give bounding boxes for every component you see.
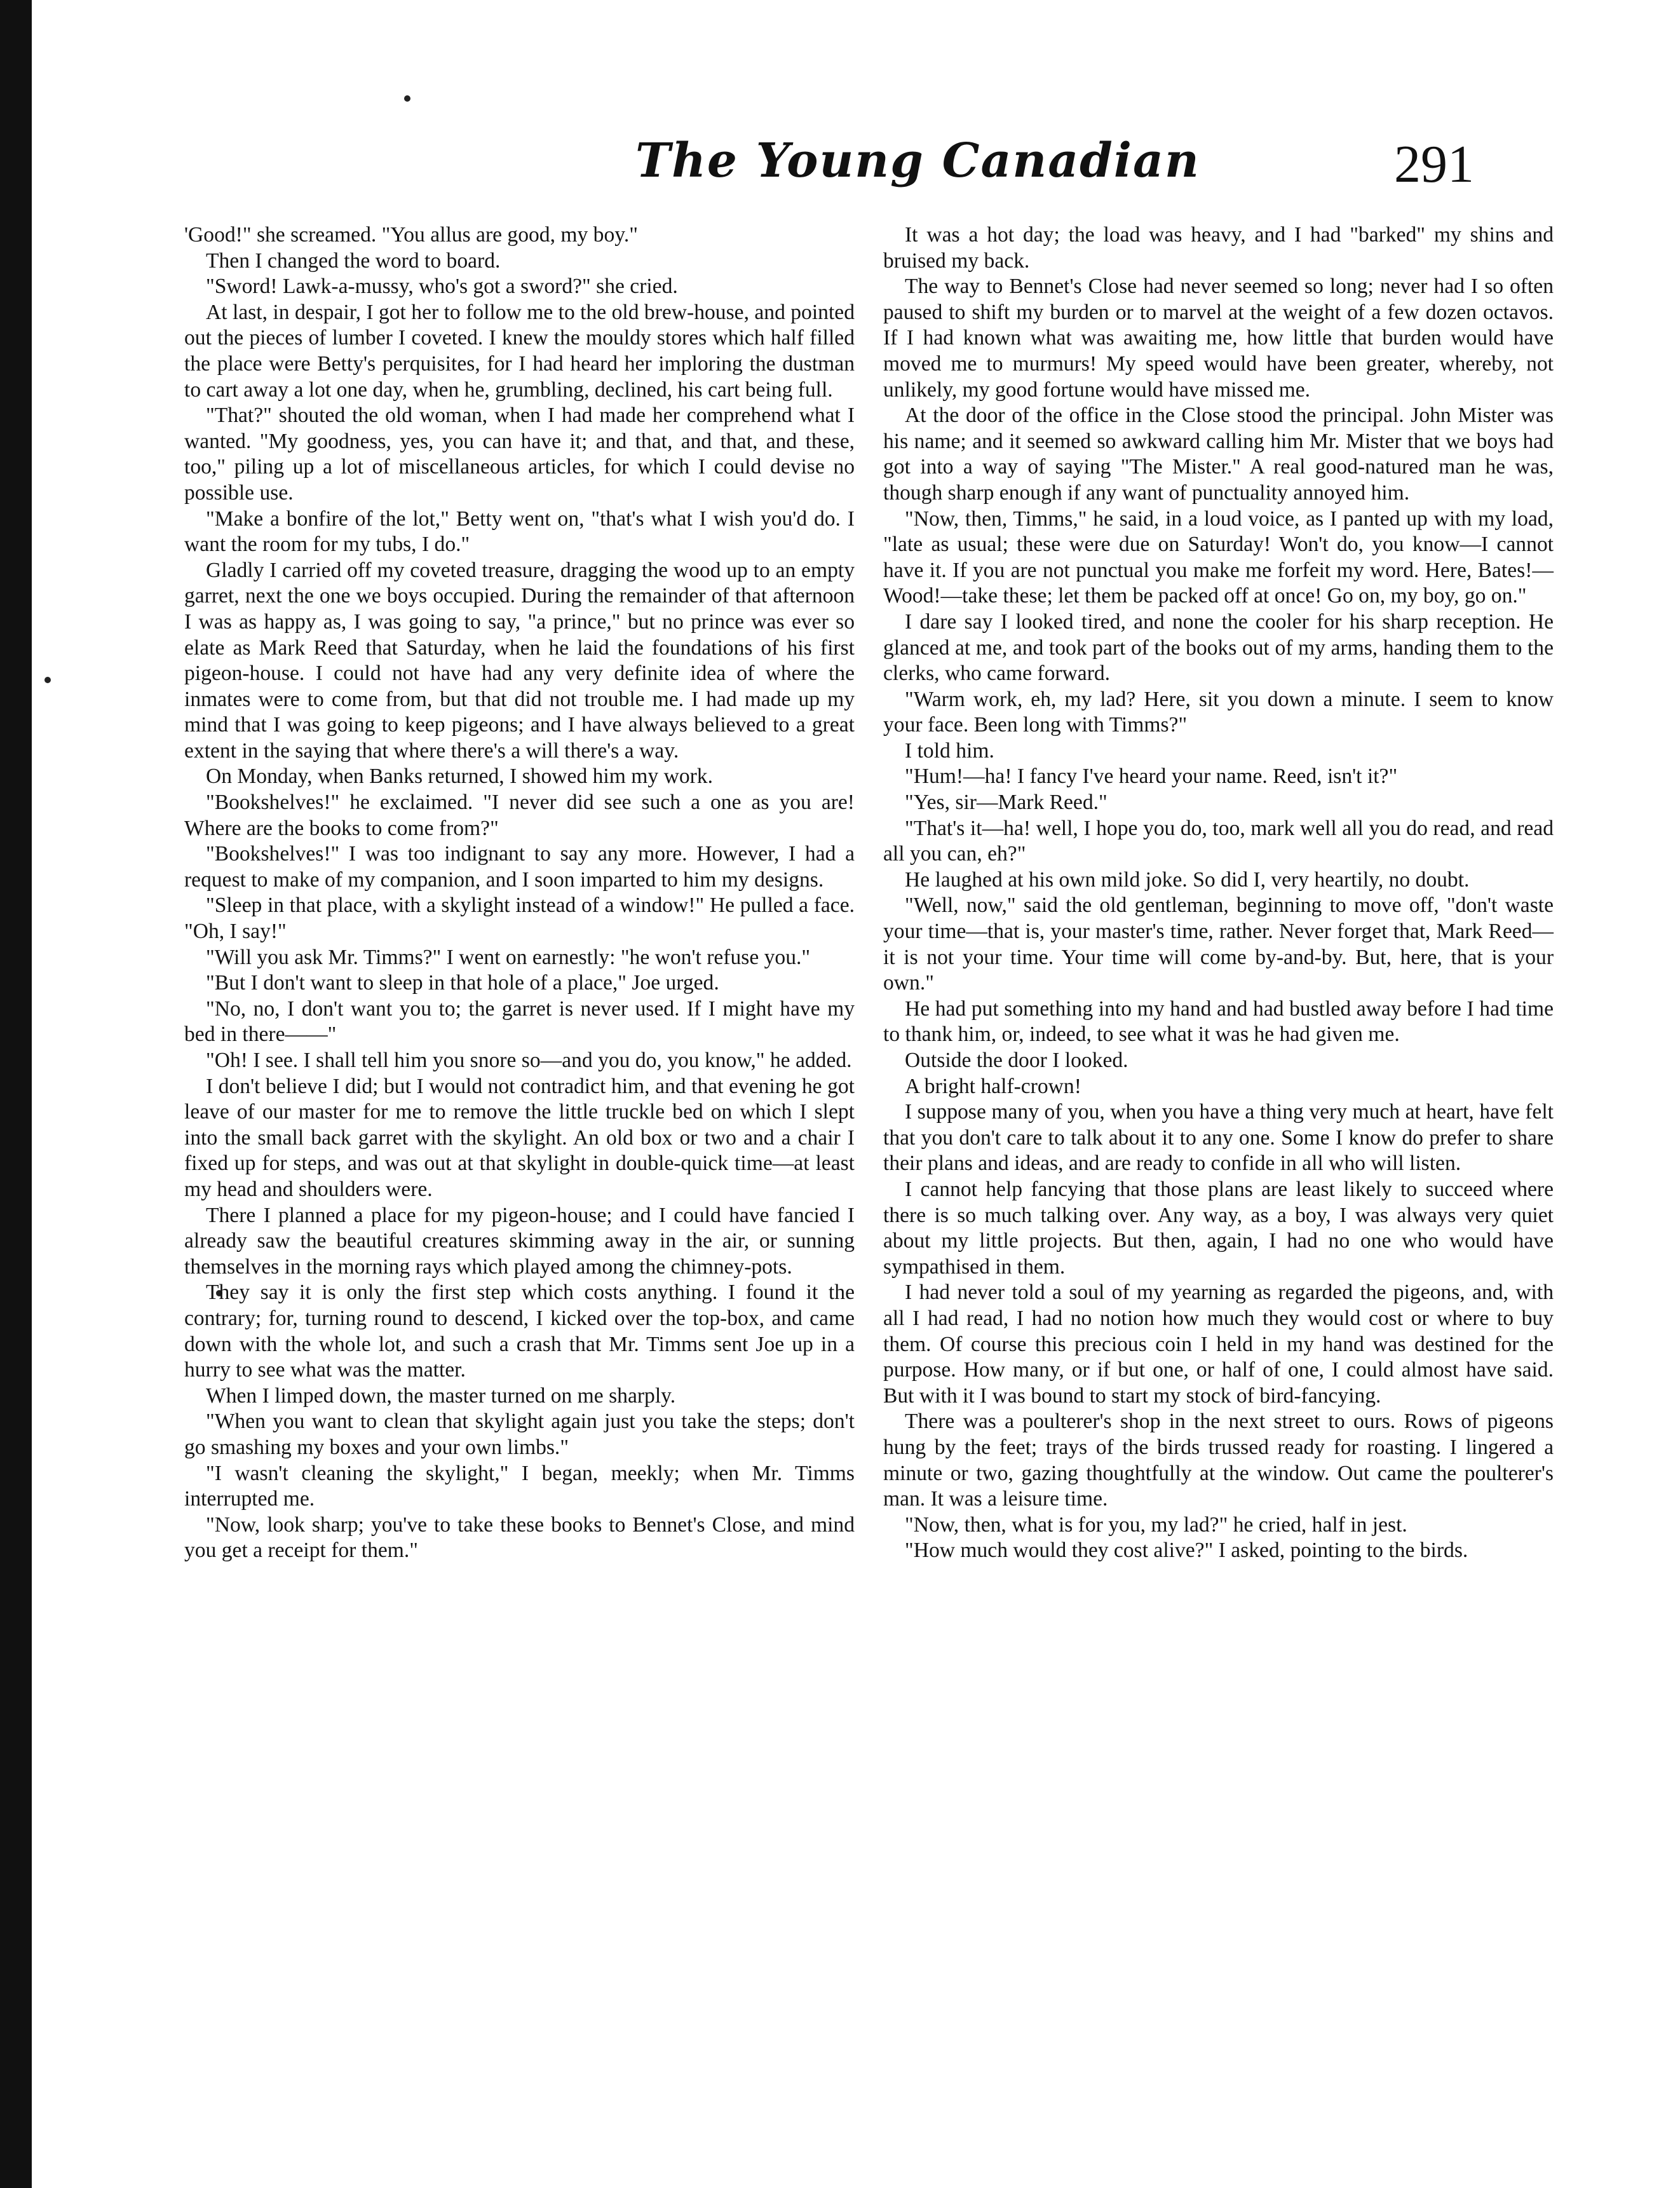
paragraph: There I planned a place for my pigeon-house; and I could have fancied I already saw the beautiful creatures skimming away in the air, or sunning themselves in the morning rays which played among the chimney-pots. <box>184 1203 855 1279</box>
speck-mark <box>44 677 51 683</box>
page-header <box>635 133 1474 203</box>
paragraph: The way to Bennet's Close had never seemed so long; never had I so often paused to shift my burden or to marvel at the weight of a few dozen octavos. If I had known what was awaiting me, how little that burden would have moved me to murmurs! My speed would have been greater, whereby, not unlikely, my good fortune would have missed me. <box>883 275 1554 402</box>
paragraph: "Bookshelves!" I was too indignant to say any more. However, I had a request to make of my companion, and I soon imparted to him my designs. <box>184 842 855 892</box>
paragraph: "That's it—ha! well, I hope you do, too, mark well all you do read, and read all you can, eh?" <box>883 816 1554 866</box>
speck-mark <box>404 95 410 102</box>
paragraph: "Warm work, eh, my lad? Here, sit you down a minute. I seem to know your face. Been long with Timms?" <box>883 687 1554 737</box>
paragraph: I dare say I looked tired, and none the cooler for his sharp reception. He glanced at me, and took part of the books out of my arms, handing them to the clerks, who came forward. <box>883 609 1554 686</box>
paragraph: I cannot help fancying that those plans are least likely to succeed where there is so much talking over. Any way, as a boy, I was always very quiet about my little projects. But then, again, I had no one who would have sympathised in them. <box>883 1177 1554 1279</box>
paragraph: "Sword! Lawk-a-mussy, who's got a sword?" she cried. <box>206 275 678 299</box>
paragraph: Then I changed the word to board. <box>206 248 501 273</box>
paragraph: Outside the door I looked. <box>905 1049 1128 1072</box>
paragraph: "Now, look sharp; you've to take these books to Bennet's Close, and mind you get a receipt for them." <box>184 1512 855 1563</box>
paragraph: When I limped down, the master turned on me sharply. <box>206 1383 676 1408</box>
paragraph: I don't believe I did; but I would not contradict him, and that evening he got leave of our master for me to remove the little truckle bed on which I slept into the small back garret with the skylight. An old box or two and a chair I fixed up for steps, and was out at that skylight in double-quick time—at least my head and shoulders were. <box>184 1074 855 1201</box>
paragraph: I had never told a soul of my yearning as regarded the pigeons, and, with all I had read, I had no notion how much they would cost or where to buy them. Of course this precious coin I held in my hand was destined for the purpose. How many, or if but one, or half of one, I could almost have said. But with it I was bound to start my stock of bird-fancying. <box>883 1281 1554 1408</box>
page-number: 291 <box>1394 135 1474 194</box>
paragraph: "Well, now," said the old gentleman, beginning to move off, "don't waste your time—that is, your master's time, rather. Never forget that, Mark Reed—it is not your time. Your time will come by-and-by. But, here, that is your own." <box>883 894 1554 995</box>
paragraph: "I wasn't cleaning the skylight," I began, meekly; when Mr. Timms interrupted me. <box>184 1461 855 1511</box>
paragraph: "Will you ask Mr. Timms?" I went on earnestly: "he won't refuse you." <box>206 945 811 969</box>
paragraph: "Sleep in that place, with a skylight instead of a window!" He pulled a face. "Oh, I say!" <box>184 894 855 944</box>
paragraph: "No, no, I don't want you to; the garret is never used. If I might have my bed in there——" <box>184 996 855 1047</box>
paragraph: It was a hot day; the load was heavy, and I had "barked" my shins and bruised my back. <box>883 223 1554 273</box>
paragraph: "But I don't want to sleep in that hole of a place," Joe urged. <box>206 971 719 995</box>
binding-edge <box>0 0 32 2188</box>
paragraph: "When you want to clean that skylight again just you take the steps; don't go smashing my boxes and your own limbs." <box>184 1410 855 1459</box>
paragraph: "Make a bonfire of the lot," Betty went on, "that's what I wish you'd do. I want the room for my tubs, I do." <box>184 506 855 557</box>
paragraph: At last, in despair, I got her to follow me to the old brew-house, and pointed out the pieces of lumber I coveted. I knew the mouldy stores which half filled the place were Betty's perquisites, for I had heard her imploring the dustman to cart away a lot one day, when he, grumbling, declined, his cart being full. <box>184 300 855 402</box>
paragraph: "Hum!—ha! I fancy I've heard your name. Reed, isn't it?" <box>905 764 1398 789</box>
paragraph: "Now, then, what is for you, my lad?" he cried, half in jest. <box>905 1512 1407 1537</box>
paragraph: On Monday, when Banks returned, I showed him my work. <box>206 764 713 789</box>
paragraph: At the door of the office in the Close stood the principal. John Mister was his name; and it seemed so awkward calling him Mr. Mister that we boys had got into a way of saying "The Mister." A real good-natured man he was, though sharp enough if any want of punctuality annoyed him. <box>883 404 1554 505</box>
paragraph: "Oh! I see. I shall tell him you snore so—and you do, you know," he added. <box>206 1049 852 1072</box>
text-column-right <box>883 222 1554 1564</box>
paragraph: They say it is only the first step which costs anything. I found it the contrary; for, turning round to descend, I kicked over the top-box, and came down with the whole lot, and such a crash that Mr. Timms sent Joe up in a hurry to see what was the matter. <box>184 1281 855 1382</box>
paragraph: There was a poulterer's shop in the next street to ours. Rows of pigeons hung by the feet; trays of the birds trussed ready for roasting. I lingered a minute or two, gazing thoughtfully at the window. Out came the poulterer's man. It was a leisure time. <box>883 1410 1554 1511</box>
paragraph: I suppose many of you, when you have a thing very much at heart, have felt that you don't care to talk about it to any one. Some I know do prefer to share their plans and ideas, and are ready to confide in all who will listen. <box>883 1100 1554 1176</box>
text-column-left <box>184 222 855 1564</box>
paragraph: "How much would they cost alive?" I asked, pointing to the birds. <box>905 1539 1468 1563</box>
paragraph: "That?" shouted the old woman, when I had made her comprehend what I wanted. "My goodness, yes, you can have it; and that, and that, and these, too," piling up a lot of miscellaneous articles, for which I could devise no possible use. <box>184 404 855 505</box>
paragraph: He had put something into my hand and had bustled away before I had time to thank him, or, indeed, to see what it was he had given me. <box>883 996 1554 1047</box>
journal-title: The Young Canadian <box>635 133 1200 188</box>
paragraph: I told him. <box>905 738 994 763</box>
paragraph: Gladly I carried off my coveted treasure, dragging the wood up to an empty garret, next the one we boys occupied. During the remainder of that afternoon I was as happy as, I was going to say, "a prince," but no prince was ever so elate as Mark Reed that Saturday, when he laid the foundations of his first pigeon-house. I could not have had any very definite idea of where the inmates were to come from, but that did not trouble me. I had made up my mind that I was going to keep pigeons; and I have always believed to a great extent in the saying that where there's a will there's a way. <box>184 558 855 763</box>
paragraph: He laughed at his own mild joke. So did I, very heartily, no doubt. <box>905 867 1470 892</box>
paragraph: "Bookshelves!" he exclaimed. "I never did see such a one as you are! Where are the books to come from?" <box>184 791 855 840</box>
paragraph: A bright half-crown! <box>905 1074 1081 1098</box>
paragraph: "Now, then, Timms," he said, in a loud voice, as I panted up with my load, "late as usual; these were due on Saturday! Won't do, you know—I cannot have it. If you are not punctual you make me forfeit my word. Here, Bates!—Wood!—take these; let them be packed off at once! Go on, my boy, go on." <box>883 506 1554 608</box>
paragraph: 'Good!" she screamed. "You allus are good, my boy." <box>184 223 638 247</box>
paragraph: "Yes, sir—Mark Reed." <box>905 791 1108 815</box>
